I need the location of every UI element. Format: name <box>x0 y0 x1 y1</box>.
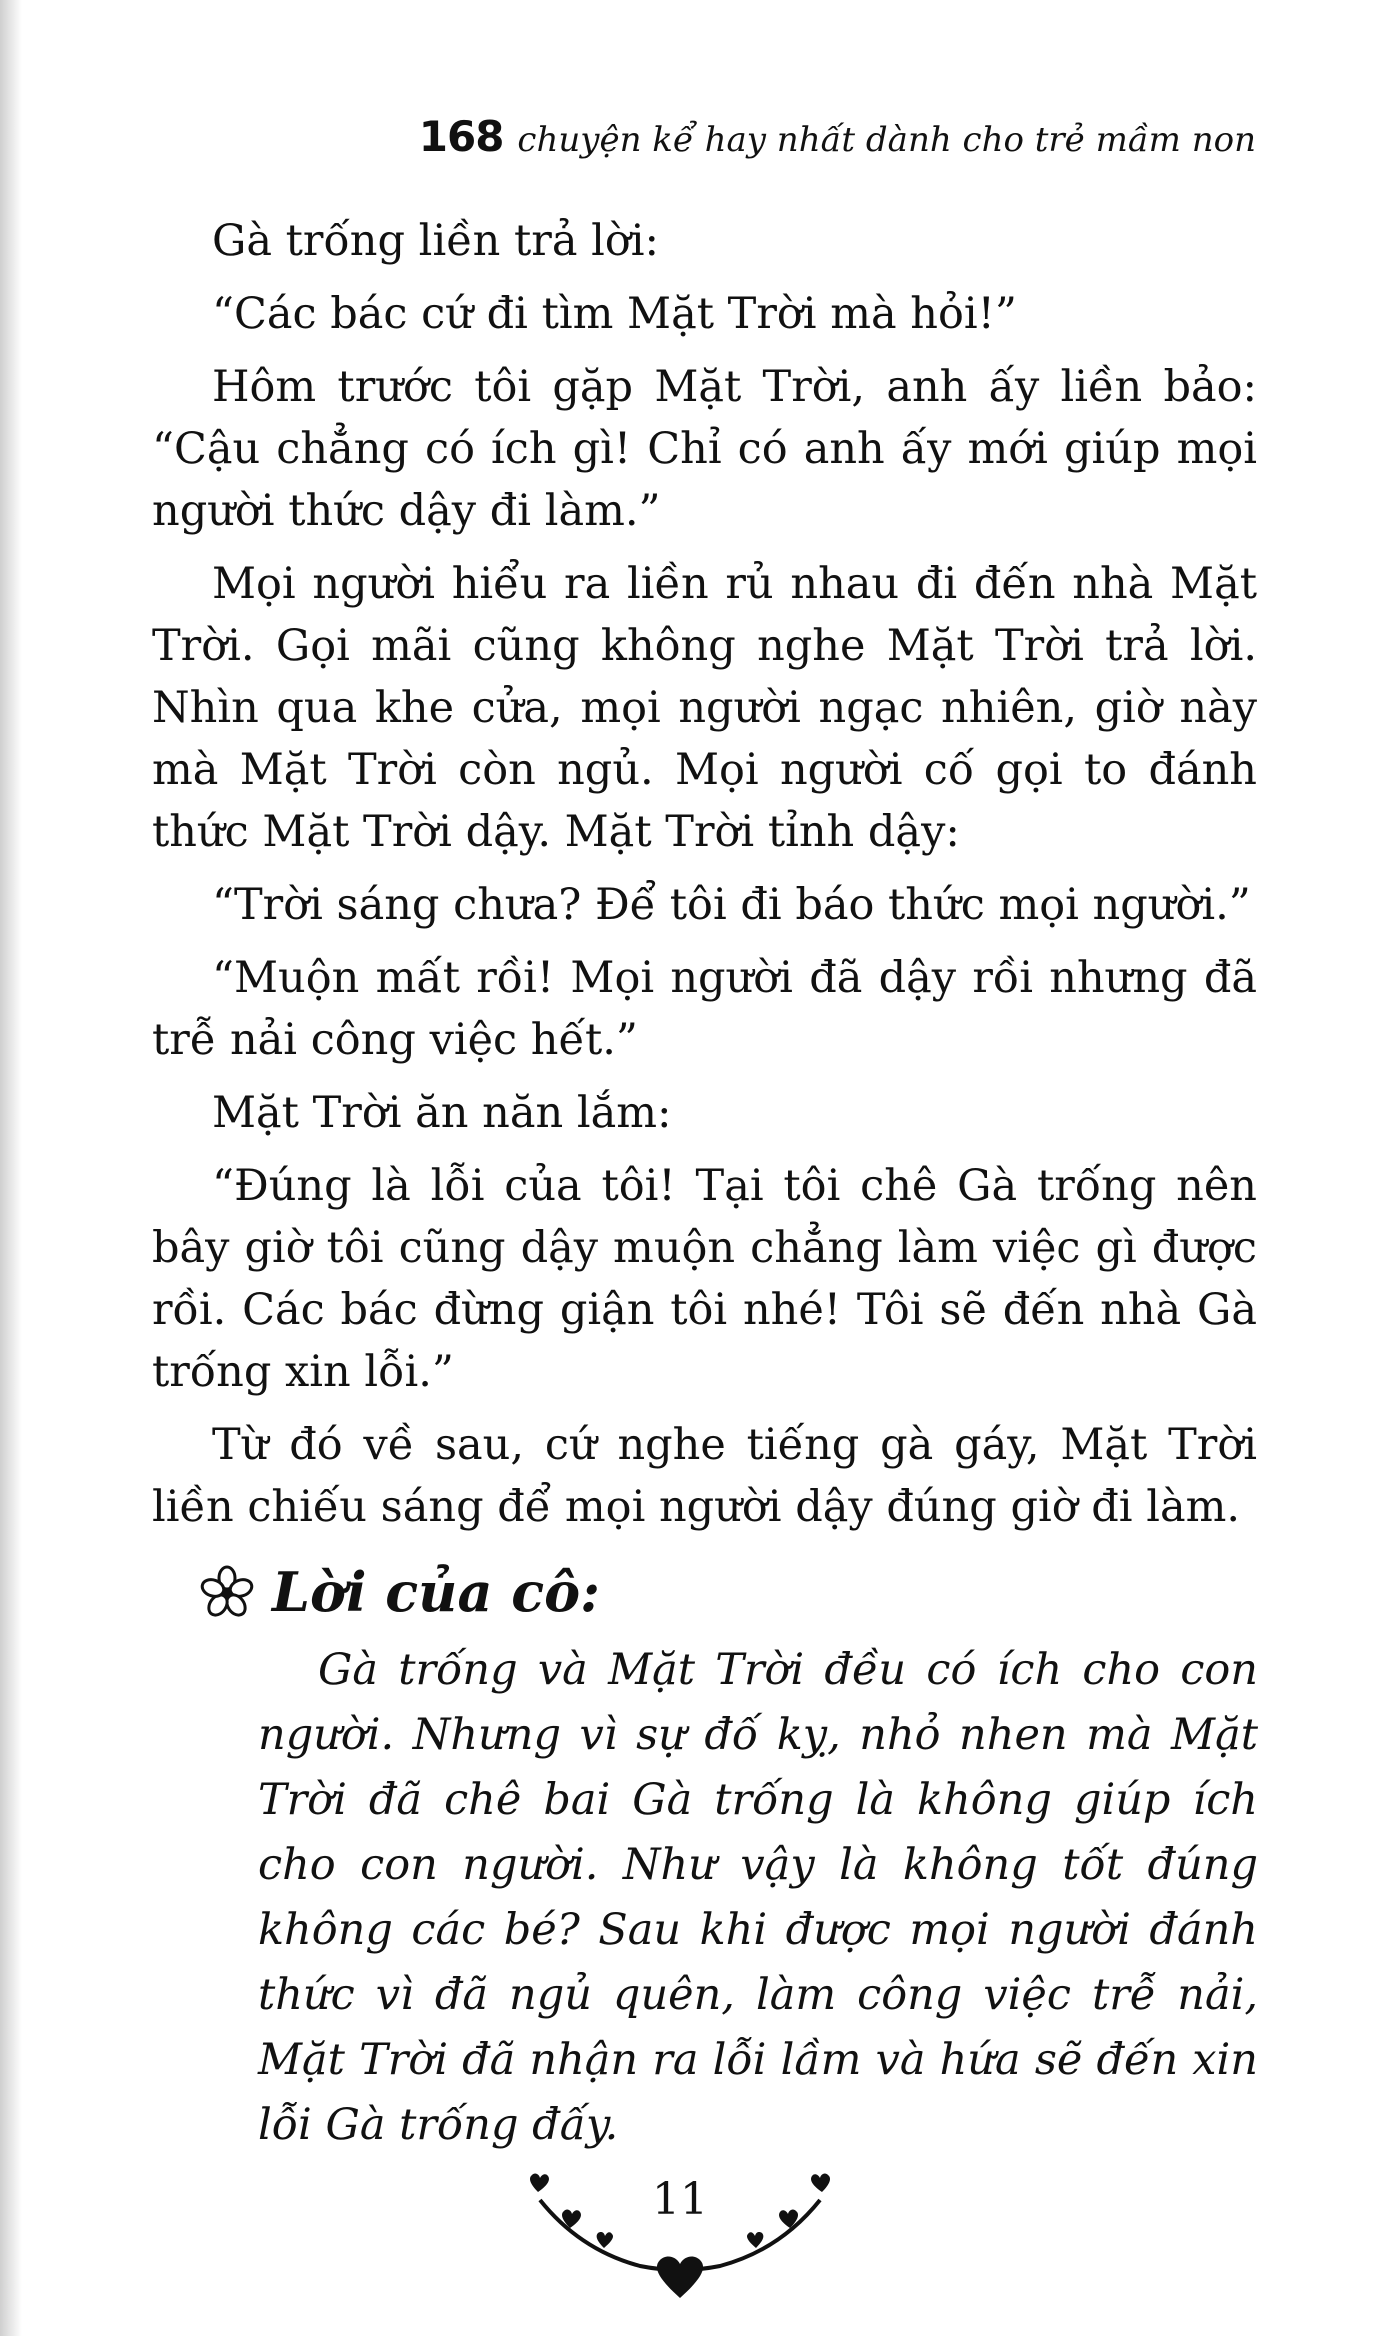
page-number: 11 <box>652 2174 708 2225</box>
story-paragraph: Hôm trước tôi gặp Mặt Trời, anh ấy liền bảo: “Cậu chẳng có ích gì! Chỉ có anh ấy mới giúp mọi người thức dậy đi làm.” <box>152 362 1257 536</box>
story-body <box>152 210 1257 1549</box>
running-header <box>419 112 1256 161</box>
story-paragraph: Gà trống liền trả lời: <box>212 216 660 266</box>
story-paragraph: “Trời sáng chưa? Để tôi đi báo thức mọi người.” <box>212 880 1251 930</box>
moral-title: Lời của cô: <box>272 1560 601 1624</box>
header-book-title: chuyện kể hay nhất dành cho trẻ mầm non <box>517 120 1256 160</box>
story-paragraph: “Đúng là lỗi của tôi! Tại tôi chê Gà trống nên bây giờ tôi cũng dậy muộn chẳng làm việc gì được rồi. Các bác đừng giận tôi nhé! Tôi sẽ đến nhà Gà trống xin lỗi.” <box>152 1161 1257 1397</box>
story-paragraph: Mọi người hiểu ra liền rủ nhau đi đến nhà Mặt Trời. Gọi mãi cũng không nghe Mặt Trời trả lời. Nhìn qua khe cửa, mọi người ngạc nhiên, giờ này mà Mặt Trời còn ngủ. Mọi người cố gọi to đánh thức Mặt Trời dậy. Mặt Trời tỉnh dậy: <box>152 559 1257 857</box>
story-paragraph: “Các bác cứ đi tìm Mặt Trời mà hỏi!” <box>212 289 1017 339</box>
story-paragraph: “Muộn mất rồi! Mọi người đã dậy rồi nhưng đã trễ nải công việc hết.” <box>152 953 1257 1065</box>
story-paragraph: Mặt Trời ăn năn lắm: <box>212 1088 672 1138</box>
header-book-number: 168 <box>418 112 504 161</box>
story-paragraph: Từ đó về sau, cứ nghe tiếng gà gáy, Mặt Trời liền chiếu sáng để mọi người dậy đúng giờ đi làm. <box>152 1420 1257 1532</box>
flower-icon <box>200 1565 254 1619</box>
moral-heading <box>200 1560 600 1624</box>
page-footer <box>520 2170 840 2310</box>
page-edge-shadow <box>0 0 22 2336</box>
moral-text: Gà trống và Mặt Trời đều có ích cho con người. Nhưng vì sự đố kỵ, nhỏ nhen mà Mặt Trời đã chê bai Gà trống là không giúp ích cho con người. Như vậy là không tốt đúng không các bé? Sau khi được mọi người đánh thức vì đã ngủ quên, làm công việc trễ nải, Mặt Trời đã nhận ra lỗi lầm và hứa sẽ đến xin lỗi Gà trống đấy. <box>258 1645 1258 2150</box>
